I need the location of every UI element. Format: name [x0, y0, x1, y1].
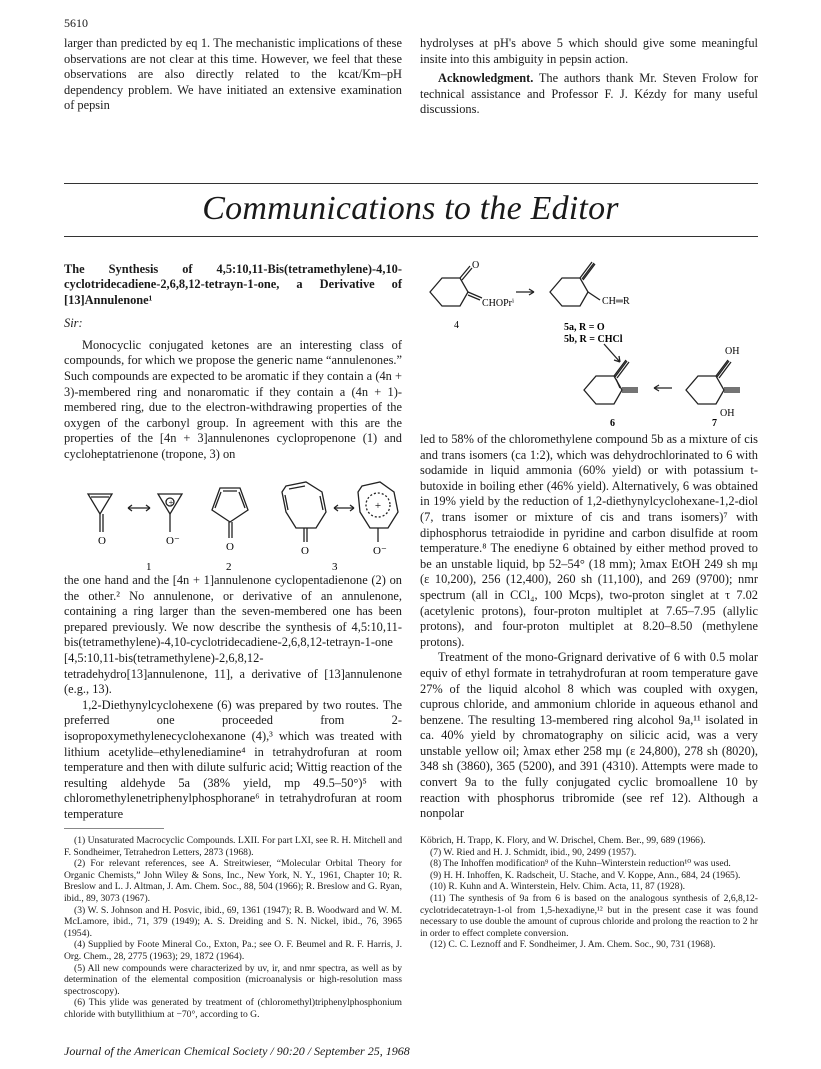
right-column	[420, 432, 758, 822]
structures-1-2-3	[80, 480, 400, 572]
section-rule-top	[64, 183, 758, 184]
top-left-paragraph: larger than predicted by eq 1. The mechanistic implications of these observations are not clear at this time. However, we feel that these observations are also directly related to the kcat/Km–pH dependency problem. We have initiated an extensive examination of pepsin	[64, 36, 402, 113]
journal-footer: Journal of the American Chemical Society / 90:20 / September 25, 1968	[64, 1044, 410, 1058]
label-compound-5b: 5b, R = CHCl	[564, 334, 623, 345]
footnote: (8) The Inhoffen modification⁹ of the Kuhn–Winterstein reduction¹⁰ was used.	[430, 858, 731, 870]
acknowledgment	[420, 71, 758, 118]
paragraph-diethynyl: 1,2-Diethynylcyclohexene (6) was prepared by two routes. The preferred one proceeded from 2-isopropoxymethylenecyclohexanone (4),³ which was treated with lithium acetylide–ethylenediamine⁴ in tetrahydrofuran at room temperature and then with dilute sulfuric acid; Wittig reaction of the resulting aldehyde 5a (38% yield, mp 49.5–50°)⁵ with chloromethylenetriphenylphosphorane⁶ in tetrahydrofuran at room temperature	[64, 697, 402, 821]
footnote: Köbrich, H. Trapp, K. Flory, and W. Drischel, Chem. Ber., 99, 689 (1966).	[420, 835, 706, 846]
salutation: Sir:	[64, 316, 83, 331]
label-compound-4: 4	[454, 320, 459, 331]
top-left-text	[64, 36, 402, 114]
acknowledgment-text: The authors thank Mr. Steven Frolow for technical assistance and Professor F. J. Kézdy for many useful discussions.	[420, 71, 759, 117]
left-column-continued	[64, 573, 402, 823]
charge-plus-3: +	[374, 500, 382, 512]
top-right-paragraph: hydrolyses at pH's above 5 which should give some meaningful insite into this ambiguity in pepsin action.	[420, 36, 758, 66]
atom-o-1: O	[98, 535, 106, 547]
acknowledgment-label: Acknowledgment.	[438, 71, 534, 86]
section-rule-bottom	[64, 236, 758, 237]
footnotes-right	[420, 835, 758, 951]
footnote: (12) C. C. Leznoff and F. Sondheimer, J. Am. Chem. Soc., 90, 731 (1968).	[430, 939, 716, 951]
footnote: (5) All new compounds were characterized by uv, ir, and nmr spectra, as well as by determination of the elemental composition (microanalysis or high-resolution mass spectroscopy).	[64, 962, 402, 997]
paragraph-chloromethylene: led to 58% of the chloromethylene compound 5b as a mixture of cis and trans isomers (ca 1:2), which was dehydrochlorinated to 6 with sodamide in liquid ammonia (60% yield) or with potassium t-butoxide in boiling ether (46% yield). Alternatively, 6 was obtained in 19% yield by the reduction of 1,2-diethynylcyclohexane-1,2-diol (7, trans isomer or mixture of cis and trans isomers)⁷ with diphosphorus tetraiodide in pyridine and carbon disulfide at room temperature.⁸ The enediyne 6 obtained by either method proved to be an unstable liquid, bp 52–54° (18 mm); λmax EtOH 249 sh mμ (ε 10,200), 256 (12,400), 260 sh (11,100), and 269 (9700); nmr spectrum (all in CCl₄, 100 Mcps), two-proton singlet at τ 7.02 (acetylenic protons), four-proton multiplet at 7.65–7.95 (allylic protons), and four-proton multiplet at 8.20–8.50 (methylene protons).	[420, 432, 758, 649]
hydroxyl-top: OH	[725, 346, 740, 357]
footnote-rule	[64, 828, 164, 829]
footnote: (4) Supplied by Foote Mineral Co., Exton, Pa.; see O. F. Beumel and R. F. Harris, J. Org. Chem., 28, 2775 (1963); 29, 1872 (1964).	[64, 939, 402, 962]
footnote: (1) Unsaturated Macrocyclic Compounds. LXII. For part LXI, see R. H. Mitchell and F. Sondheimer, Tetrahedron Letters, 2873 (1968).	[64, 835, 402, 858]
footnote: (10) R. Kuhn and A. Winterstein, Helv. Chim. Acta, 11, 87 (1928).	[430, 881, 686, 893]
paragraph-grignard: Treatment of the mono-Grignard derivative of 6 with 0.5 molar equiv of ethyl formate in tetrahydrofuran at room temperature gave 27% of the liquid alcohol 8 which was coupled with oxygen, cuprous chloride, and ammonium chloride in aqueous ethanol and benzene. The resulting 13-membered ring alcohol 9a,¹¹ isolated in ca. 40% yield by chromatography on silicic acid, was a very unstable yellow oil; λmax ether 258 mμ (ε 24,800), 278 sh (8020), 348 sh (3860), 365 (5200), and 391 (4310). Attempts were made to convert 9a to the fully conjugated cyclic bromoallene 10 by reaction with phosphorus tribromide (see ref 12). Although a nonpolar	[420, 650, 758, 821]
paragraph-intro: Monocyclic conjugated ketones are an interesting class of compounds, for which we propose the generic name “annulenones.” Such compounds are expected to be aromatic if they contain a (4n + 3)-membered ring and nonaromatic if they contain a (4n + 1)-membered ring, due to the electron-withdrawing properties of the oxygen of the carbonyl group. In agreement with this are the properties of the [4n + 3]annulenones cyclopropenone (1) and cycloheptatrienone (tropone, 3) on	[64, 337, 402, 461]
atom-o-minus-1: O⁻	[166, 535, 180, 547]
label-compound-2: 2	[226, 561, 232, 572]
label-compound-6: 6	[610, 418, 615, 428]
label-compound-5a: 5a, R = O	[564, 322, 605, 333]
reaction-scheme	[420, 258, 758, 428]
footnote: (2) For relevant references, see A. Streitwieser, “Molecular Orbital Theory for Organic Chemists,” John Wiley & Sons, Inc., New York, N. Y., 1961, Chapter 10; R. Breslow and L. J. Altman, J. Am. Chem. Soc., 88, 504 (1966); R. Breslow and G. Ryan, ibid., 89, 3073 (1967).	[64, 858, 402, 904]
atom-o-3: O	[301, 545, 309, 557]
left-column	[64, 262, 402, 463]
article-title: The Synthesis of 4,5:10,11-Bis(tetramethylene)-4,10-cyclotridecadiene-2,6,8,12-tetrayn-1-one, a Derivative of [13]Annulenone¹	[64, 262, 402, 307]
atom-o-minus-3: O⁻	[373, 545, 387, 557]
section-title: Communications to the Editor	[202, 190, 619, 227]
group-chopr: CHOPrⁱ	[482, 298, 515, 309]
page-number: 5610	[64, 16, 88, 30]
footnote: (7) W. Ried and H. J. Schmidt, ibid., 90, 2499 (1957).	[430, 846, 637, 858]
hydroxyl-bottom: OH	[720, 408, 735, 419]
footnotes-left	[64, 835, 402, 1021]
charge-plus-1: +	[168, 498, 174, 508]
footnote: (6) This ylide was generated by treatment of (chloromethyl)triphenylphosphonium chloride with butyllithium at −70°, according to G.	[64, 997, 402, 1020]
top-right-text	[420, 36, 758, 118]
label-compound-1: 1	[146, 561, 152, 572]
label-compound-3: 3	[332, 561, 338, 572]
atom-o-4: O	[472, 260, 480, 271]
footnote: (9) H. H. Inhoffen, K. Radscheit, U. Stache, and V. Koppe, Ann., 684, 24 (1965).	[430, 869, 741, 881]
footnote: (3) W. S. Johnson and H. Posvic, ibid., 69, 1361 (1947); R. B. Woodward and W. M. McLamore, ibid., 71, 379 (1949); A. S. Dreiding and S. N. Nickel, ibid., 76, 3965 (1954).	[64, 904, 402, 939]
label-compound-7: 7	[712, 418, 717, 428]
group-chr: CH═R	[602, 296, 630, 307]
footnote: (11) The synthesis of 9a from 6 is based on the analogous synthesis of 2,6,8,12-cyclotridecatetrayn-1-ol from 1,5-hexadiyne,¹² but in the present case it was found necessary to use double the amount of cuprous chloride and prolong the reaction to 2 hr in order to effect complete conversion.	[420, 892, 758, 939]
paragraph-annulenone: the one hand and the [4n + 1]annulenone cyclopentadienone (2) on the other.² No annulenone, or derivative of an annulenone, containing a ring larger than the seven-membered one has been prepared previously. We now describe the synthesis of 4,5:10,11-bis(tetramethylene)-4,10-cyclotridecadiene-2,6,8,12-tetrayn-1-one [4,5:10,11-bis(tetramethylene)-2,6,8,12-tetradehydro[13]annulenone, 11], a derivative of [13]annulenone (e.g., 13).	[64, 573, 402, 697]
atom-o-2: O	[226, 541, 234, 553]
